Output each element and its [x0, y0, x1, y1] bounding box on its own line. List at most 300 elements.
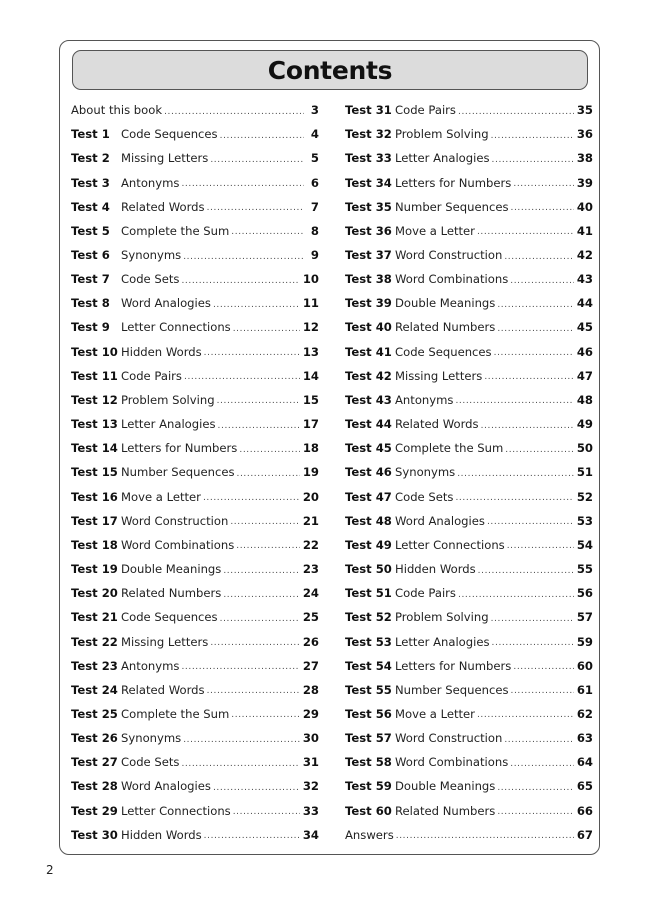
- toc-entry[interactable]: [345, 122, 593, 146]
- toc-entry[interactable]: [71, 388, 319, 412]
- dot-leader: [183, 253, 304, 262]
- toc-entry[interactable]: [71, 509, 319, 533]
- dot-leader: [510, 277, 574, 286]
- test-number: Test 43: [345, 392, 392, 407]
- entry-page-number: 17: [302, 417, 319, 432]
- entry-page-number: 51: [576, 465, 593, 480]
- dot-leader: [458, 108, 574, 117]
- dot-leader: [181, 663, 299, 672]
- entry-title: Missing Letters: [395, 368, 483, 383]
- entry-page-number: 48: [576, 392, 593, 407]
- page-title: Contents: [267, 55, 393, 85]
- dot-leader: [481, 422, 574, 431]
- entry-page-number: 28: [302, 682, 319, 697]
- entry-page-number: 41: [576, 223, 593, 238]
- toc-entry[interactable]: [71, 823, 319, 847]
- entry-page-number: 14: [302, 368, 319, 383]
- entry-page-number: 36: [576, 127, 593, 142]
- entry-title: Letter Connections: [121, 803, 231, 818]
- test-number: Test 18: [71, 537, 118, 552]
- entry-page-number: 27: [302, 658, 319, 673]
- entry-page-number: 45: [576, 320, 593, 335]
- test-number: Test 9: [71, 320, 110, 335]
- test-number: Test 13: [71, 417, 118, 432]
- toc-entry[interactable]: [345, 267, 593, 291]
- dot-leader: [223, 591, 300, 600]
- entry-page-number: 20: [302, 489, 319, 504]
- toc-entry[interactable]: [71, 315, 319, 339]
- test-number: Test 5: [71, 223, 110, 238]
- toc-entry[interactable]: [71, 533, 319, 557]
- test-number: Test 39: [345, 296, 392, 311]
- dot-leader: [181, 760, 299, 769]
- entry-page-number: 21: [302, 513, 319, 528]
- test-number: Test 57: [345, 731, 392, 746]
- test-number: Test 26: [71, 731, 118, 746]
- toc-entry[interactable]: [345, 750, 593, 774]
- entry-page-number: 25: [302, 610, 319, 625]
- test-number: Test 15: [71, 465, 118, 480]
- test-number: Test 29: [71, 803, 118, 818]
- test-number: Test 33: [345, 151, 392, 166]
- toc-entry[interactable]: [345, 195, 593, 219]
- dot-leader: [218, 422, 300, 431]
- dot-leader: [511, 204, 574, 213]
- entry-page-number: 46: [576, 344, 593, 359]
- toc-entry[interactable]: [71, 195, 319, 219]
- contents-column-left: [71, 98, 319, 847]
- test-number: Test 55: [345, 682, 392, 697]
- dot-leader: [510, 760, 574, 769]
- entry-title: Problem Solving: [395, 610, 489, 625]
- toc-entry[interactable]: [71, 291, 319, 315]
- entry-title: Antonyms: [121, 175, 180, 190]
- entry-page-number: 8: [310, 223, 319, 238]
- test-number: Test 48: [345, 513, 392, 528]
- entry-page-number: 29: [302, 706, 319, 721]
- entry-title: Word Combinations: [121, 537, 235, 552]
- dot-leader: [491, 132, 574, 141]
- entry-title: Double Meanings: [395, 296, 496, 311]
- toc-entry[interactable]: [345, 726, 593, 750]
- dot-leader: [203, 494, 300, 503]
- test-number: Test 27: [71, 755, 118, 770]
- toc-entry[interactable]: [71, 605, 319, 629]
- dot-leader: [210, 156, 304, 165]
- entry-title: Double Meanings: [395, 779, 496, 794]
- dot-leader: [231, 228, 304, 237]
- test-number: Test 3: [71, 175, 110, 190]
- test-number: Test 21: [71, 610, 118, 625]
- toc-entry[interactable]: [345, 509, 593, 533]
- toc-entry[interactable]: [71, 98, 319, 122]
- dot-leader: [478, 567, 574, 576]
- toc-entry[interactable]: [345, 146, 593, 170]
- toc-entry[interactable]: [71, 629, 319, 653]
- test-number: Test 12: [71, 392, 118, 407]
- test-number: Test 51: [345, 586, 392, 601]
- entry-page-number: 52: [576, 489, 593, 504]
- dot-leader: [513, 180, 574, 189]
- entry-page-number: 22: [302, 537, 319, 552]
- toc-entry[interactable]: [345, 629, 593, 653]
- entry-title: Letters for Numbers: [121, 441, 238, 456]
- dot-leader: [181, 180, 304, 189]
- toc-entry[interactable]: [345, 219, 593, 243]
- entry-page-number: 15: [302, 392, 319, 407]
- entry-title: Code Pairs: [395, 586, 456, 601]
- entry-page-number: 66: [576, 803, 593, 818]
- toc-entry[interactable]: [345, 388, 593, 412]
- page-number: 2: [46, 863, 54, 877]
- entry-title: About this book: [71, 103, 163, 118]
- entry-page-number: 62: [576, 706, 593, 721]
- toc-entry[interactable]: [345, 799, 593, 823]
- dot-leader: [492, 639, 574, 648]
- toc-entry[interactable]: [345, 678, 593, 702]
- dot-leader: [231, 711, 300, 720]
- entry-page-number: 53: [576, 513, 593, 528]
- entry-title: Word Analogies: [121, 296, 211, 311]
- toc-entry[interactable]: [345, 460, 593, 484]
- dot-leader: [455, 397, 573, 406]
- toc-entry[interactable]: [71, 460, 319, 484]
- entry-title: Hidden Words: [121, 827, 202, 842]
- test-number: Test 37: [345, 248, 392, 263]
- title-banner: [72, 50, 588, 90]
- test-number: Test 49: [345, 537, 392, 552]
- entry-title: Answers: [345, 827, 394, 842]
- toc-entry[interactable]: [345, 823, 593, 847]
- dot-leader: [458, 591, 574, 600]
- test-number: Test 25: [71, 706, 118, 721]
- test-number: Test 45: [345, 441, 392, 456]
- entry-page-number: 47: [576, 368, 593, 383]
- test-number: Test 44: [345, 417, 392, 432]
- entry-page-number: 23: [302, 562, 319, 577]
- entry-page-number: 26: [302, 634, 319, 649]
- toc-entry[interactable]: [71, 219, 319, 243]
- dot-leader: [455, 494, 573, 503]
- entry-page-number: 13: [302, 344, 319, 359]
- test-number: Test 17: [71, 513, 118, 528]
- entry-page-number: 67: [576, 827, 593, 842]
- test-number: Test 40: [345, 320, 392, 335]
- entry-page-number: 32: [302, 779, 319, 794]
- toc-entry[interactable]: [345, 98, 593, 122]
- entry-title: Code Sequences: [395, 344, 492, 359]
- dot-leader: [239, 446, 300, 455]
- dot-leader: [494, 349, 574, 358]
- toc-entry[interactable]: [345, 485, 593, 509]
- test-number: Test 36: [345, 223, 392, 238]
- toc-entry[interactable]: [345, 364, 593, 388]
- test-number: Test 41: [345, 344, 392, 359]
- entry-page-number: 5: [310, 151, 319, 166]
- entry-title: Code Pairs: [395, 103, 456, 118]
- dot-leader: [497, 301, 574, 310]
- toc-entry[interactable]: [71, 485, 319, 509]
- entry-title: Hidden Words: [121, 344, 202, 359]
- toc-entry[interactable]: [345, 605, 593, 629]
- test-number: Test 22: [71, 634, 118, 649]
- entry-page-number: 60: [576, 658, 593, 673]
- entry-page-number: 35: [576, 103, 593, 118]
- dot-leader: [507, 542, 574, 551]
- entry-page-number: 6: [310, 175, 319, 190]
- entry-title: Missing Letters: [121, 151, 209, 166]
- test-number: Test 14: [71, 441, 118, 456]
- entry-title: Move a Letter: [121, 489, 201, 504]
- entry-title: Move a Letter: [395, 223, 475, 238]
- test-number: Test 54: [345, 658, 392, 673]
- entry-title: Related Words: [395, 417, 479, 432]
- entry-title: Move a Letter: [395, 706, 475, 721]
- entry-page-number: 31: [302, 755, 319, 770]
- toc-entry[interactable]: [345, 654, 593, 678]
- test-number: Test 19: [71, 562, 118, 577]
- entry-page-number: 49: [576, 417, 593, 432]
- toc-entry[interactable]: [71, 726, 319, 750]
- entry-title: Double Meanings: [121, 562, 222, 577]
- toc-entry[interactable]: [71, 364, 319, 388]
- entry-page-number: 7: [310, 199, 319, 214]
- test-number: Test 34: [345, 175, 392, 190]
- entry-page-number: 4: [310, 127, 319, 142]
- entry-title: Synonyms: [121, 731, 182, 746]
- entry-title: Word Construction: [395, 731, 503, 746]
- toc-entry[interactable]: [71, 412, 319, 436]
- entry-title: Number Sequences: [395, 682, 509, 697]
- entry-page-number: 59: [576, 634, 593, 649]
- entry-title: Number Sequences: [121, 465, 235, 480]
- toc-entry[interactable]: [345, 170, 593, 194]
- dot-leader: [204, 349, 300, 358]
- dot-leader: [220, 132, 304, 141]
- dot-leader: [497, 784, 574, 793]
- test-number: Test 46: [345, 465, 392, 480]
- entry-page-number: 34: [302, 827, 319, 842]
- toc-entry[interactable]: [71, 774, 319, 798]
- toc-entry[interactable]: [345, 412, 593, 436]
- entry-title: Number Sequences: [395, 199, 509, 214]
- entry-title: Letter Analogies: [395, 151, 490, 166]
- toc-entry[interactable]: [71, 750, 319, 774]
- dot-leader: [477, 228, 574, 237]
- entry-title: Synonyms: [395, 465, 456, 480]
- dot-leader: [236, 542, 300, 551]
- entry-page-number: 39: [576, 175, 593, 190]
- entry-title: Missing Letters: [121, 634, 209, 649]
- toc-entry[interactable]: [71, 702, 319, 726]
- test-number: Test 35: [345, 199, 392, 214]
- entry-title: Related Words: [121, 682, 205, 697]
- test-number: Test 16: [71, 489, 118, 504]
- dot-leader: [220, 615, 300, 624]
- dot-leader: [457, 470, 574, 479]
- entry-title: Related Numbers: [395, 803, 496, 818]
- toc-entry[interactable]: [71, 557, 319, 581]
- entry-title: Word Analogies: [121, 779, 211, 794]
- toc-entry[interactable]: [345, 291, 593, 315]
- dot-leader: [504, 253, 574, 262]
- test-number: Test 59: [345, 779, 392, 794]
- toc-entry[interactable]: [71, 654, 319, 678]
- test-number: Test 8: [71, 296, 110, 311]
- test-number: Test 31: [345, 103, 392, 118]
- entry-page-number: 9: [310, 248, 319, 263]
- toc-entry[interactable]: [345, 315, 593, 339]
- entry-page-number: 54: [576, 537, 593, 552]
- dot-leader: [497, 325, 574, 334]
- entry-title: Word Construction: [121, 513, 229, 528]
- test-number: Test 7: [71, 272, 110, 287]
- test-number: Test 23: [71, 658, 118, 673]
- toc-entry[interactable]: [345, 557, 593, 581]
- entry-title: Letter Connections: [121, 320, 231, 335]
- toc-entry[interactable]: [71, 436, 319, 460]
- entry-title: Code Sequences: [121, 127, 218, 142]
- entry-page-number: 55: [576, 562, 593, 577]
- entry-page-number: 38: [576, 151, 593, 166]
- toc-entry[interactable]: [345, 243, 593, 267]
- entry-title: Hidden Words: [395, 562, 476, 577]
- entry-title: Letter Analogies: [121, 417, 216, 432]
- test-number: Test 50: [345, 562, 392, 577]
- dot-leader: [497, 808, 574, 817]
- entry-title: Code Sets: [395, 489, 454, 504]
- entry-title: Word Combinations: [395, 755, 509, 770]
- toc-entry[interactable]: [71, 267, 319, 291]
- test-number: Test 30: [71, 827, 118, 842]
- toc-entry[interactable]: [345, 436, 593, 460]
- entry-title: Code Sets: [121, 272, 180, 287]
- entry-page-number: 3: [310, 103, 319, 118]
- dot-leader: [183, 736, 300, 745]
- entry-title: Code Sets: [121, 755, 180, 770]
- entry-page-number: 11: [302, 296, 319, 311]
- toc-entry[interactable]: [71, 170, 319, 194]
- entry-title: Problem Solving: [121, 392, 215, 407]
- entry-page-number: 64: [576, 755, 593, 770]
- toc-entry[interactable]: [345, 533, 593, 557]
- test-number: Test 60: [345, 803, 392, 818]
- entry-title: Code Pairs: [121, 368, 182, 383]
- entry-page-number: 50: [576, 441, 593, 456]
- test-number: Test 24: [71, 682, 118, 697]
- toc-entry[interactable]: [345, 702, 593, 726]
- entry-title: Related Numbers: [395, 320, 496, 335]
- test-number: Test 42: [345, 368, 392, 383]
- dot-leader: [511, 687, 574, 696]
- entry-title: Related Numbers: [121, 586, 222, 601]
- test-number: Test 38: [345, 272, 392, 287]
- toc-entry[interactable]: [71, 799, 319, 823]
- entry-page-number: 61: [576, 682, 593, 697]
- dot-leader: [237, 470, 300, 479]
- toc-entry[interactable]: [71, 122, 319, 146]
- dot-leader: [477, 711, 574, 720]
- dot-leader: [504, 736, 574, 745]
- entry-page-number: 40: [576, 199, 593, 214]
- dot-leader: [484, 373, 574, 382]
- dot-leader: [204, 832, 300, 841]
- entry-title: Related Words: [121, 199, 205, 214]
- entry-page-number: 33: [302, 803, 319, 818]
- dot-leader: [233, 808, 300, 817]
- entry-title: Letters for Numbers: [395, 658, 512, 673]
- dot-leader: [396, 832, 574, 841]
- entry-page-number: 57: [576, 610, 593, 625]
- entry-page-number: 63: [576, 731, 593, 746]
- dot-leader: [181, 277, 299, 286]
- dot-leader: [184, 373, 300, 382]
- entry-title: Complete the Sum: [121, 706, 230, 721]
- entry-title: Word Analogies: [395, 513, 485, 528]
- entry-page-number: 42: [576, 248, 593, 263]
- test-number: Test 56: [345, 706, 392, 721]
- test-number: Test 4: [71, 199, 110, 214]
- dot-leader: [230, 518, 300, 527]
- toc-entry[interactable]: [345, 340, 593, 364]
- dot-leader: [233, 325, 300, 334]
- entry-title: Complete the Sum: [395, 441, 504, 456]
- toc-entry[interactable]: [71, 581, 319, 605]
- entry-title: Antonyms: [395, 392, 454, 407]
- toc-entry[interactable]: [345, 581, 593, 605]
- entry-page-number: 56: [576, 586, 593, 601]
- entry-title: Code Sequences: [121, 610, 218, 625]
- dot-leader: [210, 639, 300, 648]
- dot-leader: [207, 687, 300, 696]
- test-number: Test 32: [345, 127, 392, 142]
- entry-page-number: 18: [302, 441, 319, 456]
- toc-entry[interactable]: [71, 243, 319, 267]
- test-number: Test 1: [71, 127, 110, 142]
- entry-title: Synonyms: [121, 248, 182, 263]
- dot-leader: [213, 784, 300, 793]
- entry-page-number: 10: [302, 272, 319, 287]
- test-number: Test 58: [345, 755, 392, 770]
- dot-leader: [513, 663, 574, 672]
- entry-page-number: 24: [302, 586, 319, 601]
- dot-leader: [223, 567, 300, 576]
- dot-leader: [213, 301, 300, 310]
- entry-title: Word Construction: [395, 248, 503, 263]
- toc-entry[interactable]: [71, 146, 319, 170]
- entry-title: Letters for Numbers: [395, 175, 512, 190]
- dot-leader: [217, 397, 300, 406]
- dot-leader: [487, 518, 574, 527]
- test-number: Test 2: [71, 151, 110, 166]
- dot-leader: [491, 615, 574, 624]
- entry-title: Complete the Sum: [121, 223, 230, 238]
- test-number: Test 10: [71, 344, 118, 359]
- dot-leader: [492, 156, 574, 165]
- entry-title: Letter Connections: [395, 537, 505, 552]
- entry-page-number: 30: [302, 731, 319, 746]
- entry-page-number: 12: [302, 320, 319, 335]
- toc-entry[interactable]: [71, 678, 319, 702]
- entry-page-number: 19: [302, 465, 319, 480]
- test-number: Test 20: [71, 586, 118, 601]
- entry-page-number: 43: [576, 272, 593, 287]
- test-number: Test 28: [71, 779, 118, 794]
- dot-leader: [505, 446, 574, 455]
- test-number: Test 11: [71, 368, 118, 383]
- toc-entry[interactable]: [71, 340, 319, 364]
- toc-entry[interactable]: [345, 774, 593, 798]
